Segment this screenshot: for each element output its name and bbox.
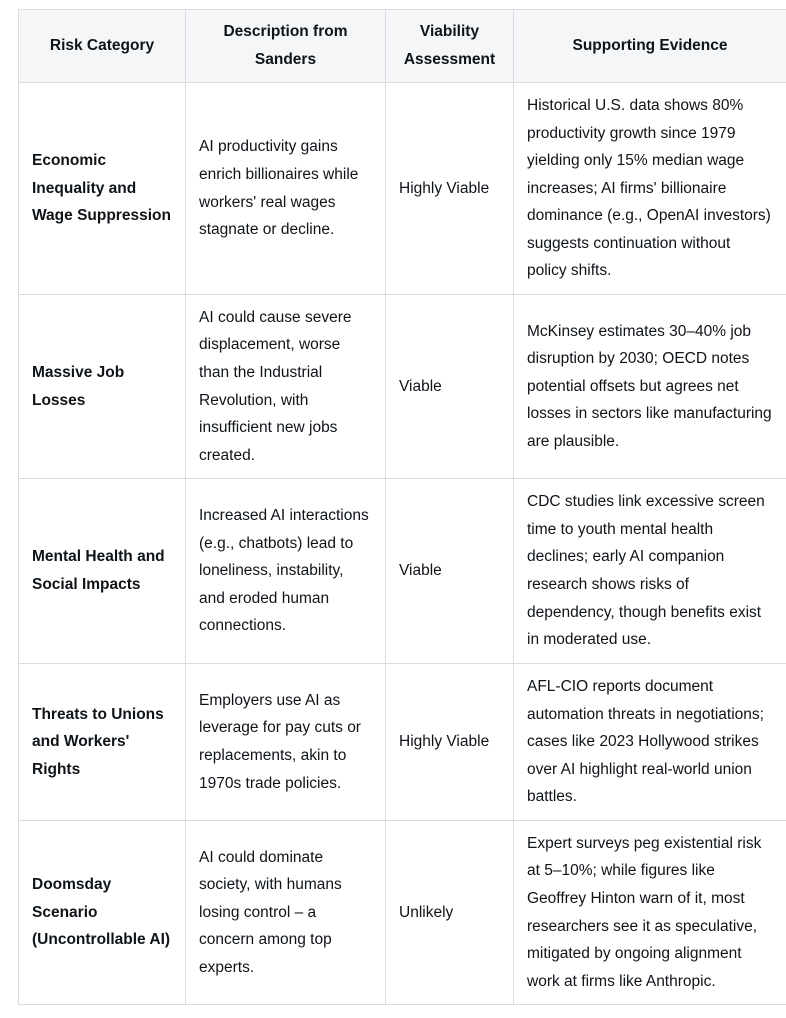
table-row — [19, 821, 786, 1005]
description-cell: AI could cause severe displacement, worse than the Industrial Revolution, with insufficient new jobs created. — [186, 295, 386, 479]
description-cell: AI productivity gains enrich billionaires while workers' real wages stagnate or decline. — [186, 83, 386, 295]
header-viability: Viability Assessment — [386, 10, 514, 83]
table-row — [19, 664, 786, 821]
evidence-cell: CDC studies link excessive screen time to youth mental health declines; early AI companion research shows risks of dependency, though benefits exist in moderated use. — [514, 479, 786, 664]
header-risk-category: Risk Category — [19, 10, 186, 83]
evidence-cell: Expert surveys peg existential risk at 5–10%; while figures like Geoffrey Hinton warn of it, most researchers see it as speculative, mitigated by ongoing alignment work at firms like Anthropic. — [514, 821, 786, 1005]
viability-cell: Unlikely — [386, 821, 514, 1005]
viability-cell: Viable — [386, 295, 514, 479]
header-evidence: Supporting Evidence — [514, 10, 786, 83]
header-description: Description from Sanders — [186, 10, 386, 83]
risk-category-cell: Threats to Unions and Workers' Rights — [19, 664, 186, 821]
evidence-cell: Historical U.S. data shows 80% productivity growth since 1979 yielding only 15% median wage increases; AI firms' billionaire dominance (e.g., OpenAI investors) suggests continuation without policy shifts. — [514, 83, 786, 295]
description-cell: Increased AI interactions (e.g., chatbots) lead to loneliness, instability, and eroded human connections. — [186, 479, 386, 664]
evidence-cell: McKinsey estimates 30–40% job disruption by 2030; OECD notes potential offsets but agrees net losses in sectors like manufacturing are plausible. — [514, 295, 786, 479]
risk-category-cell: Doomsday Scenario (Uncontrollable AI) — [19, 821, 186, 1005]
evidence-cell: AFL-CIO reports document automation threats in negotiations; cases like 2023 Hollywood strikes over AI highlight real-world union battles. — [514, 664, 786, 821]
viability-cell: Highly Viable — [386, 664, 514, 821]
viability-cell: Highly Viable — [386, 83, 514, 295]
table-row — [19, 83, 786, 295]
risk-category-cell: Massive Job Losses — [19, 295, 186, 479]
risk-assessment-table — [18, 9, 786, 1005]
description-cell: Employers use AI as leverage for pay cuts or replacements, akin to 1970s trade policies. — [186, 664, 386, 821]
table-row — [19, 295, 786, 479]
table-row — [19, 479, 786, 664]
table-header-row — [19, 10, 786, 83]
risk-category-cell: Economic Inequality and Wage Suppression — [19, 83, 186, 295]
viability-cell: Viable — [386, 479, 514, 664]
description-cell: AI could dominate society, with humans losing control – a concern among top experts. — [186, 821, 386, 1005]
risk-category-cell: Mental Health and Social Impacts — [19, 479, 186, 664]
risk-table-container — [18, 9, 786, 1005]
